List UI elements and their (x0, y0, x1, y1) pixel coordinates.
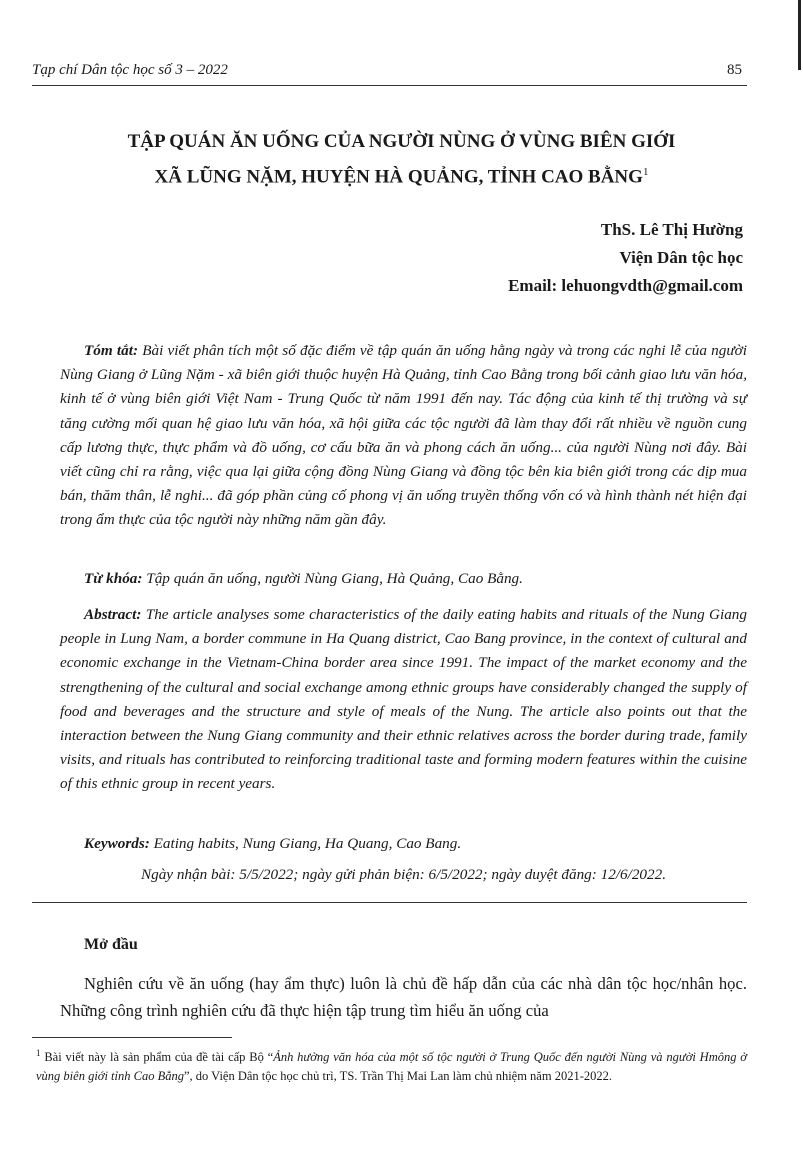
abstract-vietnamese (60, 339, 747, 533)
abstract-en-text: The article analyses some characteristics of the daily eating habits and rituals of the Nung Giang people in Lung Nam, a border commune in Ha Quang district, Cao Bang province, in the context of cultural and economic exchange in the Vietnam-China border area since 1991. The impact of the market economy and the strengthening of the cultural and social exchange among ethnic groups have considerably changed the supply of food and beverages and the structure and style of meals of the Nung. The article also points out that the interaction between the Nung Giang community and their ethnic relatives across the border during trade, family visits, and rituals has contributed to reinforcing traditional taste and forming modern features within the cuisine of this ethnic group in recent years. (60, 606, 747, 793)
body-paragraph: Nghiên cứu về ăn uống (hay ẩm thực) luôn là chủ đề hấp dẫn của các nhà dân tộc học/nhân học. Những công trình nghiên cứu đã thực hiện tập trung tìm hiểu ăn uống của (60, 974, 747, 1020)
abstract-en-label: Abstract: (84, 606, 142, 623)
keywords-en-label: Keywords: (84, 835, 150, 852)
section-rule (32, 902, 747, 903)
running-header (32, 62, 742, 79)
header-rule (32, 85, 747, 86)
abstract-english (60, 603, 747, 797)
author-block (508, 216, 743, 300)
footnote-mark: 1 (36, 1048, 41, 1058)
keywords-en-text: Eating habits, Nung Giang, Ha Quang, Cao Bang. (149, 835, 462, 852)
author-email: Email: lehuongvdth@gmail.com (508, 276, 743, 295)
page-number: 85 (727, 62, 742, 78)
scan-edge-mark (798, 0, 801, 70)
title-line-2 (40, 157, 763, 192)
keywords-english (60, 832, 747, 856)
author-name: ThS. Lê Thị Hường (600, 220, 743, 239)
abstract-vi-label: Tóm tắt: (84, 342, 138, 359)
author-affiliation: Viện Dân tộc học (619, 248, 743, 267)
section-heading: Mở đầu (84, 936, 138, 953)
journal-name: Tạp chí Dân tộc học số 3 – 2022 (32, 62, 228, 78)
title-footnote-mark: 1 (642, 166, 649, 178)
footnote-text-b: ”, do Viện Dân tộc học chủ trì, TS. Trần Thị Mai Lan làm chủ nhiệm năm 2021-2022. (183, 1069, 612, 1084)
keywords-vi-text: Tập quán ăn uống, người Nùng Giang, Hà Quảng, Cao Bằng. (142, 570, 523, 587)
footnote-project-title: Ảnh hưởng văn hóa của một số tộc người ở Trung Quốc đến người Nùng và người Hmông ở vùng biên giới tỉnh Cao Bằng (36, 1050, 747, 1084)
footnote-rule (32, 1037, 232, 1038)
submission-dates: Ngày nhận bài: 5/5/2022; ngày gửi phản biện: 6/5/2022; ngày duyệt đăng: 12/6/2022. (140, 866, 666, 883)
title-line-1: TẬP QUÁN ĂN UỐNG CỦA NGƯỜI NÙNG Ở VÙNG BIÊN GIỚI (127, 131, 676, 152)
keywords-vi-label: Từ khóa: (84, 570, 143, 587)
title-line-2-text: XÃ LŨNG NẶM, HUYỆN HÀ QUẢNG, TỈNH CAO BẰNG (154, 166, 643, 188)
keywords-vietnamese (60, 567, 747, 591)
footnote (36, 1044, 747, 1086)
abstract-vi-text: Bài viết phân tích một số đặc điểm về tập quán ăn uống hằng ngày và trong các nghi lễ của người Nùng Giang ở Lũng Nặm - xã biên giới thuộc huyện Hà Quảng, tỉnh Cao Bằng trong bối cảnh giao lưu văn hóa, kinh tế ở vùng biên giới Việt Nam - Trung Quốc từ năm 1991 đến nay. Tác động của kinh tế thị trường và sự tăng cường mối quan hệ giao lưu văn hóa, xã hội giữa các tộc người đã làm thay đổi rất nhiều về nguồn cung cấp lương thực, thực phẩm và đồ uống, cơ cấu bữa ăn và phong cách ăn uống... của người Nùng nơi đây. Bài viết cũng chỉ ra rằng, việc qua lại giữa cộng đồng Nùng Giang và đồng tộc bên kia biên giới trong các dịp mua bán, thăm thân, lễ nghi... đã góp phần củng cố phong vị ăn uống truyền thống vốn có và hình thành nét hiện đại trong ẩm thực của tộc người này những năm gần đây. (60, 342, 747, 529)
footnote-text-a: Bài viết này là sản phẩm của đề tài cấp Bộ “ (40, 1050, 274, 1065)
article-title (40, 126, 763, 192)
